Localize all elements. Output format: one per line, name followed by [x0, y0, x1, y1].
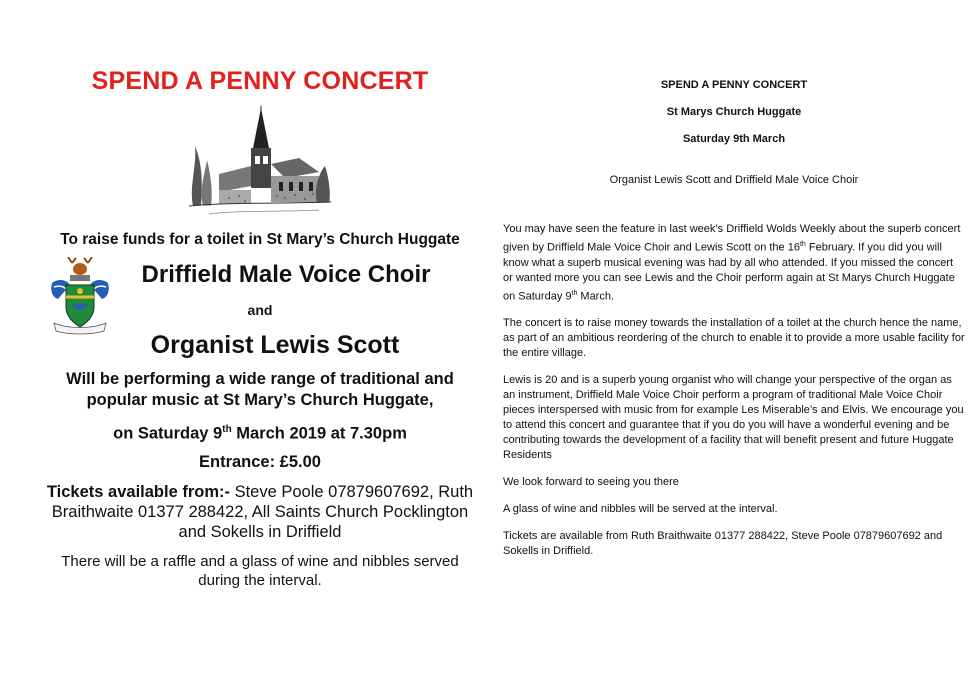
poster-title: SPEND A PENNY CONCERT	[91, 67, 429, 95]
church-drawing-icon	[189, 106, 331, 224]
choir-row	[40, 255, 480, 301]
article-date: Saturday 9th March	[682, 133, 786, 145]
article-paragraph-5: A glass of wine and nibbles will be served at the interval.	[503, 503, 778, 516]
choir-name: Driffield Male Voice Choir	[141, 261, 431, 288]
article-paragraph-3: Lewis is 20 and is a superb young organist who will change your perspective of the organ as an instrument, Driffield Male Voice Choir perform a program of traditional Male Voice Choir pieces interspersed with music from for example Les Miserable’s and Elvis. We encourage you to attend this concert and guarantee that if you do you will have a wonderful evening and be contributing towards the development of a facility that will benefit present and future Huggate Residents	[503, 374, 964, 462]
raffle-text: There will be a raffle and a glass of wine and nibbles served during the interval.	[61, 552, 459, 589]
concert-date	[40, 419, 480, 445]
organist-name: Organist Lewis Scott	[150, 331, 400, 359]
poster	[40, 64, 480, 590]
article-subtitle: Organist Lewis Scott and Driffield Male Voice Choir	[609, 174, 859, 186]
p1-part-b: February. If you did you will know what a superb musical evening was had by all who attended. If you missed the concert or wanted more you can see Lewis and the Choir perform again at St Marys Church Huggate on Saturday 9	[503, 241, 955, 303]
p1-part-a: You may have seen the feature in last week’s Driffield Wolds Weekly about the superb concert given by Driffield Male Voice Choir and Lewis Scott on the 16	[503, 223, 961, 254]
tickets-info	[40, 482, 480, 542]
article-paragraph-1	[503, 222, 965, 304]
article-heading: SPEND A PENNY CONCERT	[660, 79, 808, 91]
date-prefix: on Saturday 9	[113, 424, 223, 443]
article-paragraph-2: The concert is to raise money towards the installation of a toilet at the church hence the name, as part of an ambitious reordering of the church to enable it to provide a more usable facility for the entire village.	[503, 317, 965, 360]
article-paragraph-4: We look forward to seeing you there	[503, 476, 679, 489]
date-suffix: March 2019 at 7.30pm	[231, 424, 407, 443]
article-venue: St Marys Church Huggate	[666, 106, 802, 118]
poster-purpose: To raise funds for a toilet in St Mary’s Church Huggate	[60, 231, 460, 248]
tickets-text: Steve Poole 07879607692, Ruth Braithwaite 01377 288422, All Saints Church Pocklington and Sokells in Driffield	[51, 482, 474, 541]
date-sup: th	[222, 424, 232, 435]
choir-crest-icon	[48, 257, 112, 335]
and-text: and	[247, 302, 273, 318]
article-paragraph-6: Tickets are available from Ruth Braithwaite 01377 288422, Steve Poole 07879607692 and Sokells in Driffield.	[503, 530, 943, 558]
performing-text: Will be performing a wide range of traditional and popular music at St Mary’s Church Huggate,	[66, 370, 454, 409]
p1-sup-a: th	[799, 241, 806, 248]
tickets-label: Tickets available from:-	[46, 482, 230, 501]
p1-part-c: March.	[577, 290, 615, 303]
article	[503, 78, 965, 559]
p1-sup-b: th	[571, 289, 578, 297]
entrance-price: Entrance: £5.00	[199, 452, 321, 471]
